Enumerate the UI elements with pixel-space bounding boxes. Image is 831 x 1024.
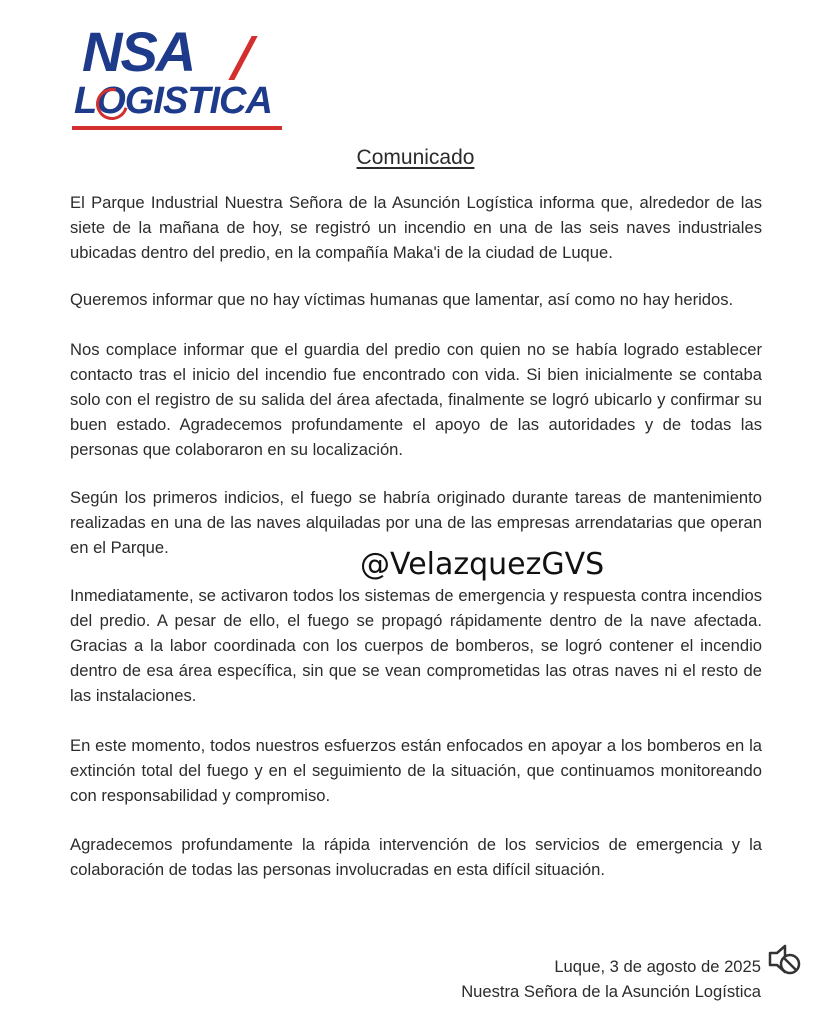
paragraph: El Parque Industrial Nuestra Señora de la Asunción Logística informa que, alrededor de las siete de la mañana de hoy, se registró un incendio en una de las seis naves industriales ubicadas dentro del predio, en la compañía Maka'i de la ciudad de Luque. bbox=[70, 193, 762, 262]
logo-underline bbox=[72, 126, 282, 130]
paragraph: Queremos informar que no hay víctimas humanas que lamentar, así como no hay heridos. bbox=[70, 290, 734, 309]
signature-organization: Nuestra Señora de la Asunción Logística bbox=[461, 982, 761, 1001]
speaker-muted-icon[interactable] bbox=[758, 934, 808, 984]
signature-place-date: Luque, 3 de agosto de 2025 bbox=[554, 957, 761, 976]
document-title: Comunicado bbox=[356, 146, 475, 169]
logo-logistica-text: LOGISTICA bbox=[74, 80, 272, 122]
paragraph: Agradecemos profundamente la rápida intervención de los servicios de emergencia y la colaboración de todas las personas involucradas en esta difícil situación. bbox=[70, 835, 762, 879]
paragraph: Según los primeros indicios, el fuego se habría originado durante tareas de mantenimiento realizadas en una de las naves alquiladas por una de las empresas arrendatarias que operan en el Parque. bbox=[70, 488, 762, 557]
logo-slash-mark bbox=[228, 36, 257, 80]
paragraph: En este momento, todos nuestros esfuerzos están enfocados en apoyar a los bomberos en la extinción total del fuego y en el seguimiento de la situación, que continuamos monitoreando con responsabilidad y compromiso. bbox=[70, 736, 762, 805]
paragraph: Inmediatamente, se activaron todos los sistemas de emergencia y respuesta contra incendios del predio. A pesar de ello, el fuego se propagó rápidamente dentro de la nave afectada. Gracias a la labor coordinada con los cuerpos de bomberos, se logró contener el incendio dentro de esa área específica, sin que se vean comprometidas las otras naves ni el resto de las instalaciones. bbox=[70, 586, 762, 705]
paragraph: Nos complace informar que el guardia del predio con quien no se había logrado establecer contacto tras el inicio del incendio fue encontrado con vida. Si bien inicialmente se contaba solo con el registro de su salida del área afectada, finalmente se logró ubicarlo y confirmar su buen estado. Agradecemos profundamente el apoyo de las autoridades y de todas las personas que colaboraron en su localización. bbox=[70, 340, 762, 459]
watermark-handle: @VelazquezGVS bbox=[360, 547, 605, 582]
logo-nsa-text: NSA bbox=[82, 20, 195, 83]
signature-block bbox=[461, 954, 761, 1004]
company-logo bbox=[70, 20, 285, 132]
